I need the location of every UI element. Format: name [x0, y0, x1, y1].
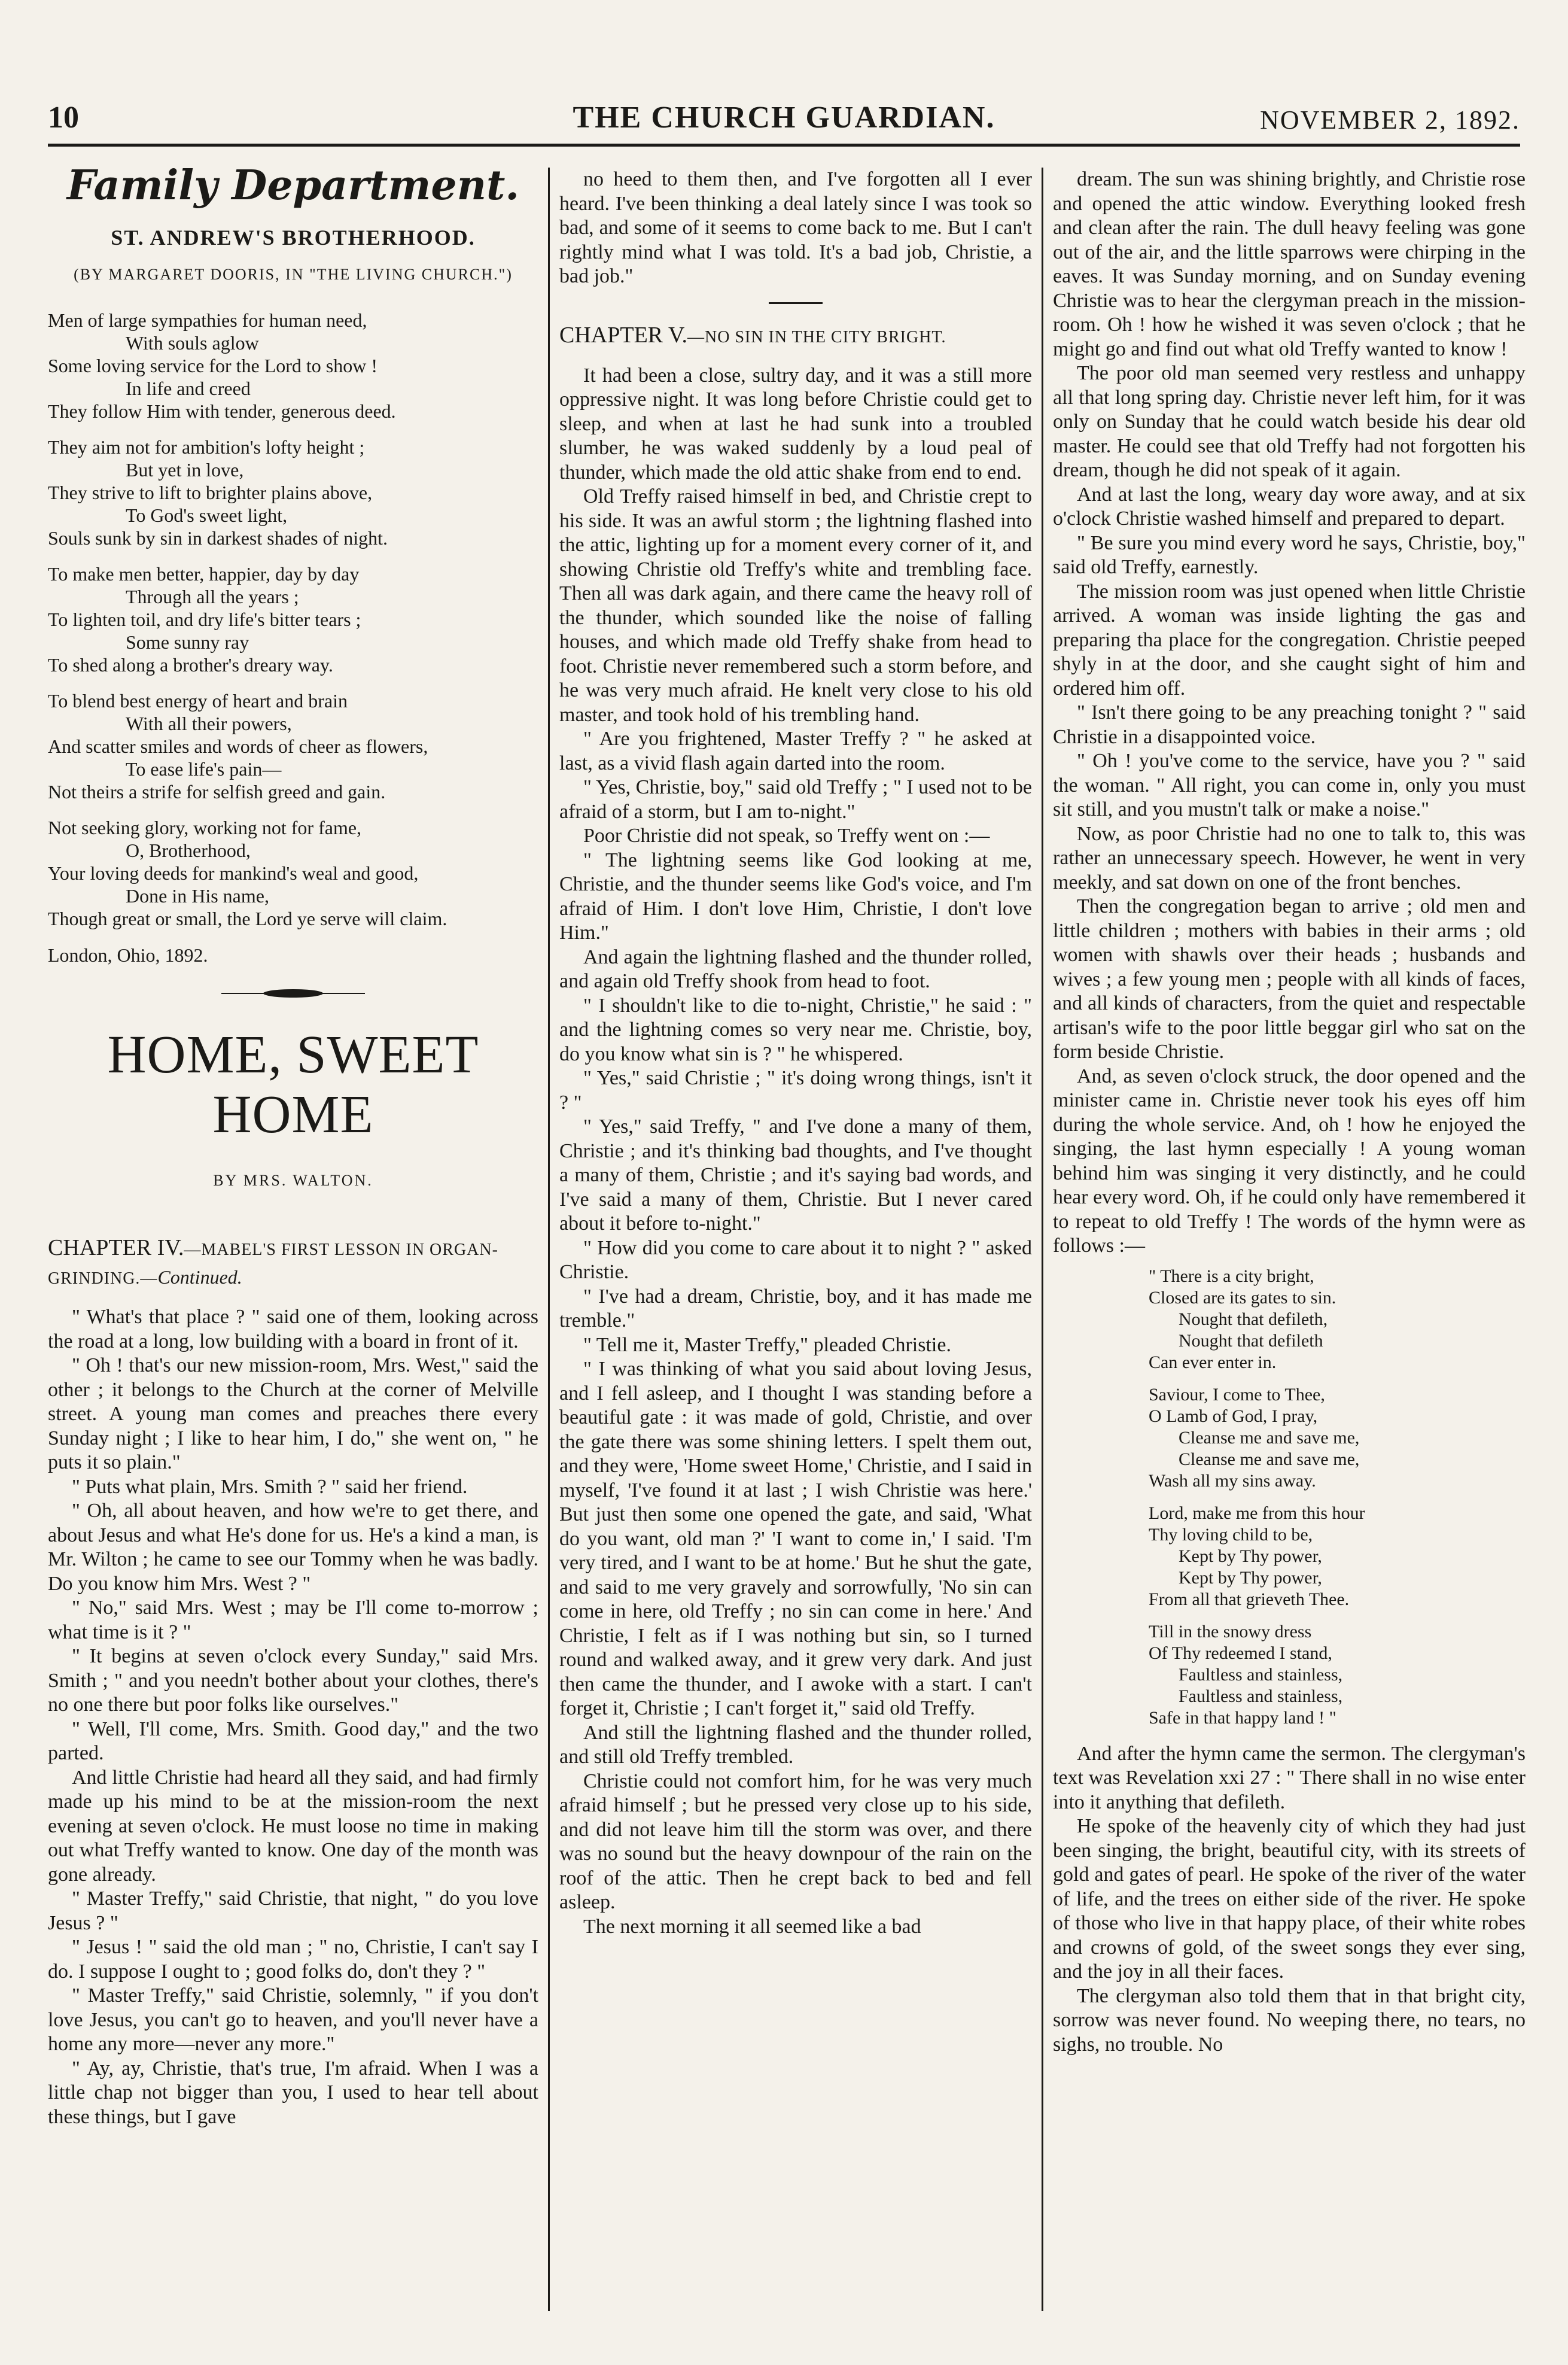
hymn-line: Faultless and stainless, — [1179, 1686, 1343, 1706]
paragraph: " Be sure you mind every word he says, Christie, boy," said old Treffy, earnestly. — [1053, 531, 1526, 578]
paragraph: " Jesus ! " said the old man ; " no, Christie, I can't say I do. I suppose I ought to ; good folks do, don't they ? " — [48, 1936, 538, 1983]
poem-line: Some sunny ray — [126, 631, 249, 653]
paragraph: " Are you frightened, Master Treffy ? " he asked at last, as a vivid flash again darted into the room. — [559, 728, 1032, 774]
poem-line: Some loving service for the Lord to show ! — [48, 354, 377, 376]
chapter-number: CHAPTER IV. — [48, 1235, 184, 1260]
chapter-heading — [559, 322, 1032, 351]
hymn-line: Kept by Thy power, — [1179, 1546, 1322, 1566]
poem-line: They follow Him with tender, generous deed. — [48, 400, 396, 422]
hymn-line: Lord, make me from this hour — [1149, 1503, 1365, 1523]
issue-date: NOVEMBER 2, 1892. — [1260, 105, 1520, 135]
paragraph: " The lightning seems like God looking at me, Christie, and the thunder seems like God's voice, and I'm afraid of Him. I don't love Him, Christie, I don't love Him." — [559, 849, 1032, 944]
hymn-line: Thy loving child to be, — [1149, 1524, 1313, 1545]
paragraph: The mission room was just opened when little Christie arrived. A woman was inside lighting the gas and preparing tha place for the congregation. Christie peeped shyly in at the door, and she caught sight of him and ordered him off. — [1053, 580, 1526, 700]
poem-signoff: London, Ohio, 1892. — [48, 944, 208, 966]
poem-body — [48, 309, 538, 930]
paragraph: And still the lightning flashed and the thunder rolled, and still old Treffy trembled. — [559, 1721, 1032, 1768]
poem-line: Men of large sympathies for human need, — [48, 309, 367, 331]
paragraph: " Oh, all about heaven, and how we're to get there, and about Jesus and what He's done for us. He's a kind a man, is Mr. Wilton ; he came to see our Tommy when he was badly. Do you know him Mrs. West ? " — [48, 1500, 538, 1595]
hymn-line: Kept by Thy power, — [1179, 1567, 1322, 1588]
paragraph: " Yes," said Christie ; " it's doing wrong things, isn't it ? " — [559, 1067, 1032, 1114]
continued-label: Continued. — [157, 1266, 242, 1288]
poem-title: ST. ANDREW'S BROTHERHOOD. — [111, 225, 476, 250]
paragraph: " Well, I'll come, Mrs. Smith. Good day," and the two parted. — [48, 1717, 538, 1764]
poem-line: Though great or small, the Lord ye serve will claim. — [48, 907, 447, 929]
paragraph: no heed to them then, and I've forgotten all I ever heard. I've been thinking a deal lately since I was took so bad, and some of it seems to come back to me. But I can't rightly mind what I was told. It's a bad job, Christie, a bad job." — [559, 168, 1032, 287]
chapter-number: CHAPTER V. — [559, 322, 687, 348]
paragraph: " Tell me it, Master Treffy," pleaded Christie. — [583, 1333, 951, 1356]
paragraph: " No," said Mrs. West ; may be I'll come to-morrow ; what time is it ? " — [48, 1597, 538, 1643]
poem-line: To ease life's pain— — [126, 758, 282, 780]
paragraph: And again the lightning flashed and the thunder rolled, and again old Treffy shook from head to foot. — [559, 946, 1032, 992]
hymn — [1149, 1266, 1526, 1729]
hymn-line: Closed are its gates to sin. — [1149, 1287, 1336, 1308]
paragraph: " Oh ! that's our new mission-room, Mrs. West," said the other ; it belongs to the Church at the corner of Melville street. A young man comes and preaches there every Sunday night ; I like to hear him, I do," she went on, " he puts it so plain." — [48, 1354, 538, 1473]
paragraph: It had been a close, sultry day, and it was a still more oppressive night. It was long before Christie could get to sleep, and when at last he had sunk into a troubled slumber, he was waked suddenly by a loud peal of thunder, which made the old attic shake from end to end. — [559, 364, 1032, 484]
poem-byline: (BY MARGARET DOORIS, IN "THE LIVING CHURCH.") — [74, 266, 513, 283]
poem-line: Done in His name, — [126, 884, 269, 907]
page-number: 10 — [48, 101, 79, 135]
paragraph: And, as seven o'clock struck, the door opened and the minister came in. Christie never took his eyes off him during the whole service. And, oh ! how he enjoyed the singing, the last hymn especially ! A young woman behind him was singing it very distinctly, and he could hear every word. Oh, if he could only have remembered it to repeat to old Treffy ! The words of the hymn were as follows :— — [1053, 1065, 1526, 1257]
poem-line: To shed along a brother's dreary way. — [48, 653, 333, 676]
paragraph: " Isn't there going to be any preaching tonight ? " said Christie in a disappointed voice. — [1053, 701, 1526, 748]
paragraph: Poor Christie did not speak, so Treffy went on :— — [583, 825, 990, 847]
poem-line: To God's sweet light, — [126, 504, 288, 526]
paragraph: The next morning it all seemed like a bad — [583, 1915, 921, 1938]
poem-stanza — [48, 309, 538, 422]
story-text — [559, 364, 1032, 1940]
paragraph: Now, as poor Christie had no one to talk to, this was rather an unnecessary speech. However, he went in very meekly, and sat down on one of the front benches. — [1053, 822, 1526, 893]
hymn-line: From all that grieveth Thee. — [1149, 1589, 1350, 1609]
section-divider — [769, 302, 823, 304]
paragraph: " Oh ! you've come to the service, have you ? " said the woman. " All right, you can come in, only you must sit still, and you mustn't talk or make a noise." — [1053, 750, 1526, 820]
story-byline: BY MRS. WALTON. — [213, 1171, 373, 1189]
poem-line: They aim not for ambition's lofty height ; — [48, 436, 365, 458]
paragraph: dream. The sun was shining brightly, and Christie rose and opened the attic window. Everything looked fresh and clean after the rain. The dull heavy feeling was gone out of the air, and the little sparrows were chirping in the eaves. It was Sunday morning, and on Sunday evening Christie was to hear the clergyman preach in the mission-room. Oh ! how he wished it was seven o'clock ; that he might go and find out what old Treffy wanted to know ! — [1053, 168, 1526, 360]
chapter-heading — [48, 1235, 538, 1292]
hymn-line: Faultless and stainless, — [1179, 1664, 1343, 1685]
paragraph: " I've had a dream, Christie, boy, and it has made me tremble." — [559, 1285, 1032, 1332]
poem-line: In life and creed — [126, 377, 251, 399]
paragraph: The poor old man seemed very restless and unhappy all that long spring day. Christie never left him, for it was only on Sunday that he could watch beside his dear old master. He could see that old Treffy had not forgotten his dream, though he did not speak of it again. — [1053, 362, 1526, 481]
hymn-stanza — [1149, 1503, 1526, 1610]
hymn-line: Safe in that happy land ! " — [1149, 1707, 1336, 1728]
poem-stanza — [48, 689, 538, 803]
column-2 — [559, 168, 1032, 2311]
chapter-subtitle: —NO SIN IN THE CITY BRIGHT. — [687, 327, 946, 346]
poem-line: Souls sunk by sin in darkest shades of night. — [48, 527, 388, 549]
ornament-divider — [48, 983, 538, 1007]
poem-line: To lighten toil, and dry life's bitter tears ; — [48, 608, 361, 630]
paragraph: Then the congregation began to arrive ; old men and little children ; mothers with babies in their arms ; old women with shawls over their heads ; husbands and wives ; a few young men ; people with all kinds of faces, and all kinds of characters, from the quiet and respectable artisan's wife to the poor little beggar girl who sat on the form beside Christie. — [1053, 895, 1526, 1063]
paragraph: " Master Treffy," said Christie, that night, " do you love Jesus ? " — [48, 1887, 538, 1934]
column-rule — [548, 168, 550, 2311]
paragraph: And after the hymn came the sermon. The clergyman's text was Revelation xxi 27 : " There shall in no wise enter into it anything that defileth. — [1053, 1742, 1526, 1813]
poem-line: To make men better, happier, day by day — [48, 563, 360, 585]
hymn-line: " There is a city bright, — [1149, 1266, 1314, 1286]
poem-line: But yet in love, — [126, 458, 244, 481]
paragraph: He spoke of the heavenly city of which they had just been singing, the bright, beautiful city, with its streets of gold and gates of pearl. He spoke of the river of the water of life, and the trees on either side of the river. He spoke of those who live in that happy place, of their white robes and crowns of gold, of the sweet songs they ever sing, and the joy in all their faces. — [1053, 1815, 1526, 1983]
hymn-stanza — [1149, 1384, 1526, 1492]
hymn-line: O Lamb of God, I pray, — [1149, 1406, 1318, 1426]
story-text — [559, 168, 1032, 289]
paragraph: And at last the long, weary day wore away, and at six o'clock Christie washed himself and prepared to depart. — [1053, 483, 1526, 530]
story-text — [1053, 1742, 1526, 2057]
paragraph: " It begins at seven o'clock every Sunday," said Mrs. Smith ; " and you needn't bother about your clothes, there's no one there but poor folks like ourselves." — [48, 1645, 538, 1716]
paragraph: " What's that place ? " said one of them, looking across the road at a long, low building with a board in front of it. — [48, 1306, 538, 1352]
paragraph: Christie could not comfort him, for he was very much afraid himself ; but he pressed very close up to his side, and did not leave him till the storm was over, and there was no sound but the heavy downpour of the rain on the roof of the attic. Then he crept back to bed and fell asleep. — [559, 1770, 1032, 1913]
hymn-line: Cleanse me and save me, — [1179, 1427, 1360, 1448]
hymn-line: Nought that defileth, — [1179, 1309, 1328, 1329]
hymn-line: Can ever enter in. — [1149, 1352, 1277, 1372]
poem-line: And scatter smiles and words of cheer as flowers, — [48, 735, 428, 757]
poem-stanza — [48, 816, 538, 930]
hymn-line: Cleanse me and save me, — [1179, 1449, 1360, 1469]
department-title: Family Department. — [66, 168, 520, 209]
column-1 — [48, 168, 538, 2311]
poem-line: Your loving deeds for mankind's weal and good, — [48, 862, 419, 884]
poem-line: They strive to lift to brighter plains above, — [48, 481, 373, 503]
hymn-line: Of Thy redeemed I stand, — [1149, 1643, 1332, 1663]
masthead: THE CHURCH GUARDIAN. — [573, 101, 995, 135]
column-3 — [1053, 168, 1526, 2311]
page-header — [48, 90, 1520, 147]
chapter-subtitle: —MABEL'S FIRST LESSON IN ORGAN-GRINDING.— — [48, 1241, 498, 1288]
paragraph: The clergyman also told them that in that bright city, sorrow was never found. No weeping there, no tears, no sighs, no trouble. No — [1053, 1984, 1526, 2056]
paragraph: Old Treffy raised himself in bed, and Christie crept to his side. It was an awful storm ; the lightning flashed into the attic, lighting up for a moment every corner of it, and showing Christie old Treffy's white and trembling face. Then all was dark again, and there came the heavy roll of the thunder, which sounded like the noise of falling houses, and which made old Treffy shake from head to foot. Christie never remembered such a storm before, and he was very much afraid. He knelt very close to his old master, and took hold of his trembling hand. — [559, 485, 1032, 726]
poem-stanza — [48, 436, 538, 549]
paragraph: " I was thinking of what you said about loving Jesus, and I fell asleep, and I thought I was standing before a beautiful gate : it was made of gold, Christie, and over the gate there was some shining letters. I spelt them out, and they were, 'Home sweet Home,' Christie, and I said in myself, 'I've found it at last ; I wish Christie was here.' But just then some one opened the gate, and said, 'What do you want, old man ?' 'I want to come in,' I said. 'I'm very tired, and I want to be at home.' But he shut the gate, and said to me very gravely and sorrowfully, 'No sin can come in here, old Treffy ; no sin can come in here.' And Christie, I felt as if I was nothing but sin, so I turned round and walked away, and it grew very dark. And just then came the thunder, and I awoke with a start. I can't forget it, Christie ; I can't forget it," said old Treffy. — [559, 1358, 1032, 1719]
paragraph: " How did you come to care about it to night ? " asked Christie. — [559, 1236, 1032, 1283]
poem-stanza — [48, 563, 538, 676]
poem-line: To blend best energy of heart and brain — [48, 689, 348, 712]
poem-line: Through all the years ; — [126, 585, 299, 607]
hymn-line: Till in the snowy dress — [1149, 1621, 1312, 1641]
hymn-stanza — [1149, 1266, 1526, 1373]
paragraph: " Master Treffy," said Christie, solemnly, " if you don't love Jesus, you can't go to heaven, and you'll never have a home any more—never any more." — [48, 1984, 538, 2055]
poem-line: Not seeking glory, working not for fame, — [48, 816, 362, 838]
poem-line: Not theirs a strife for selfish greed and gain. — [48, 780, 386, 802]
poem-line: With all their powers, — [126, 712, 292, 734]
poem-line: With souls aglow — [126, 332, 259, 354]
paragraph: " Ay, ay, Christie, that's true, I'm afraid. When I was a little chap not bigger than you, I used to hear tell about these things, but I gave — [48, 2057, 538, 2128]
story-title: HOME, SWEET HOME — [107, 1025, 479, 1144]
paragraph: " Puts what plain, Mrs. Smith ? " said her friend. — [72, 1475, 468, 1498]
hymn-line: Nought that defileth — [1179, 1330, 1323, 1351]
paragraph: " Yes, Christie, boy," said old Treffy ; " I used not to be afraid of a storm, but I am to-night." — [559, 776, 1032, 823]
column-rule — [1042, 168, 1043, 2311]
paragraph: " Yes," said Treffy, " and I've done a many of them, Christie ; and it's thinking bad thoughts, and I've thought a many of them, Christie ; and it's saying bad words, and I've said a many of them, Christie. But I never cared about it before to-night." — [559, 1115, 1032, 1235]
poem-line: O, Brotherhood, — [126, 839, 251, 861]
hymn-stanza — [1149, 1621, 1526, 1729]
paragraph: And little Christie had heard all they said, and had firmly made up his mind to be at the mission-room the next evening at seven o'clock. He must loose no time in making out what Treffy wanted to know. One day of the month was gone already. — [48, 1766, 538, 1886]
story-text — [1053, 168, 1526, 1259]
hymn-line: Wash all my sins away. — [1149, 1470, 1316, 1491]
paragraph: " I shouldn't like to die to-night, Christie," he said : " and the lightning comes so very near me. Christie, boy, do you know what sin is ? " he whispered. — [559, 994, 1032, 1065]
story-text — [48, 1305, 538, 2129]
hymn-line: Saviour, I come to Thee, — [1149, 1384, 1325, 1405]
